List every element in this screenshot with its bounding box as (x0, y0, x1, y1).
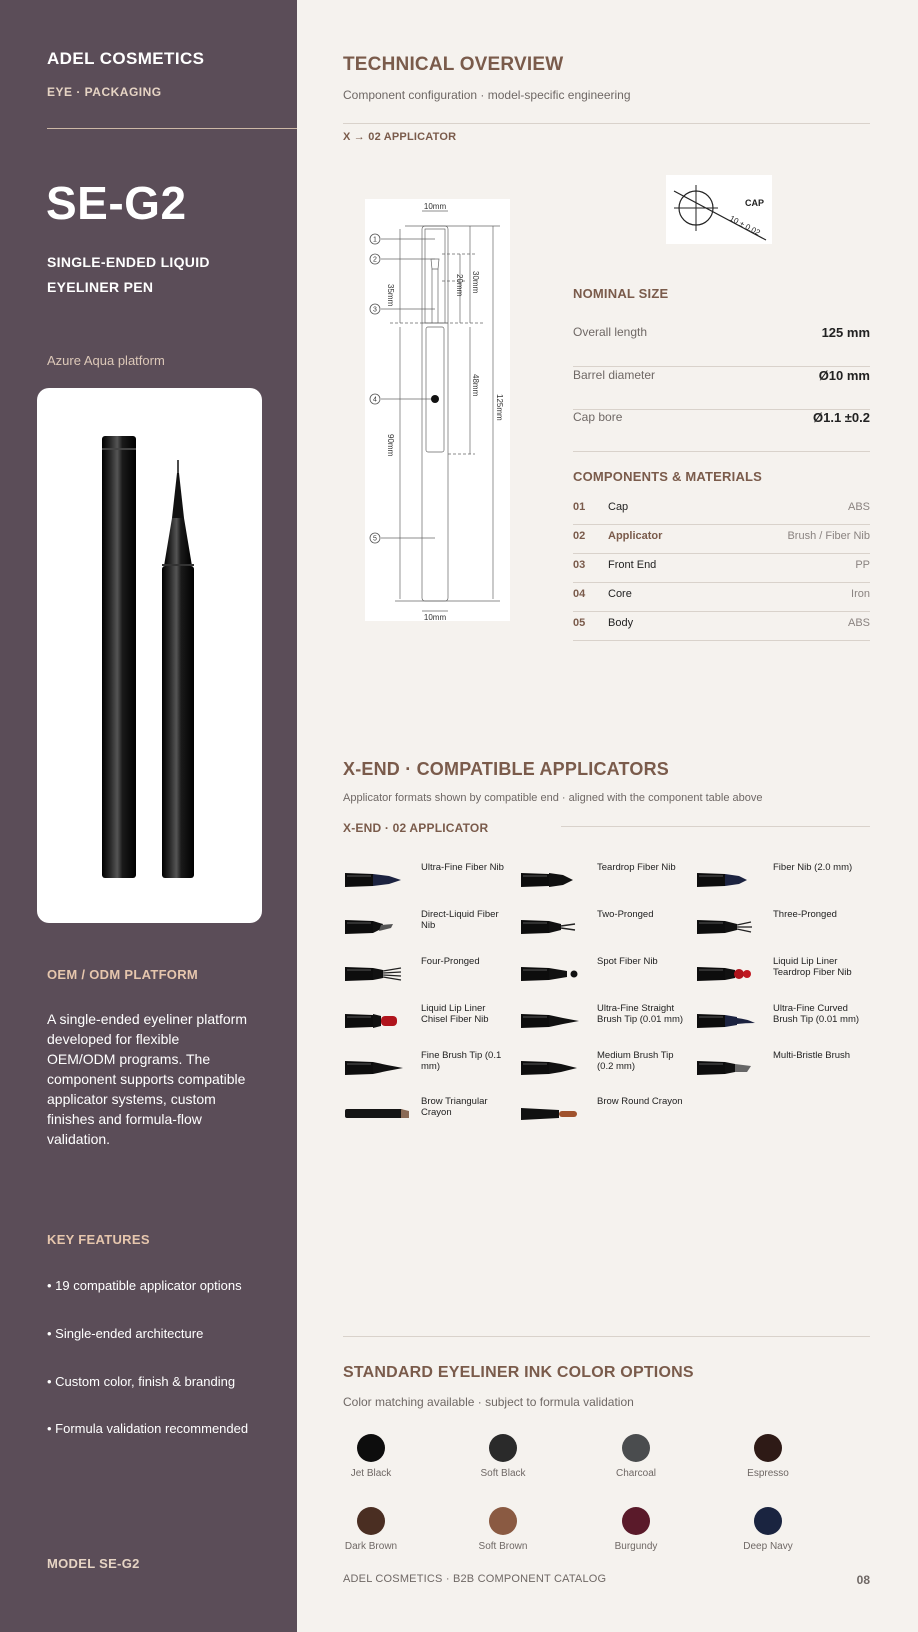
component-material: PP (855, 559, 870, 571)
applicator-thumbnail (343, 1094, 409, 1134)
nominal-heading: NOMINAL SIZE (573, 286, 669, 301)
color-dot (754, 1434, 782, 1462)
callout-number: 1 (373, 236, 377, 244)
divider (343, 1336, 870, 1337)
applicator-label: Four-Pronged (421, 956, 480, 967)
callout-number: 2 (373, 256, 377, 264)
features-heading: KEY FEATURES (47, 1232, 150, 1247)
callout-number: 3 (373, 306, 377, 314)
dim-label: 30mm (471, 271, 480, 294)
applicator-label: Ultra-Fine Curved Brush Tip (0.01 mm) (773, 1003, 860, 1025)
color-swatch (314, 1507, 426, 1567)
model-footer: MODEL SE-G2 (47, 1556, 140, 1571)
applicator-thumbnail (695, 907, 761, 947)
component-material: ABS (847, 501, 870, 513)
oem-heading: OEM / ODM PLATFORM (47, 967, 199, 982)
applicator-thumbnail (343, 1048, 409, 1088)
color-dot (357, 1434, 385, 1462)
color-name: Burgundy (614, 1541, 658, 1552)
technical-title: TECHNICAL OVERVIEW (343, 54, 564, 75)
color-swatch (446, 1507, 558, 1567)
dim-label: 125mm (495, 394, 504, 421)
applicator-item (519, 1048, 695, 1088)
applicator-label: Fiber Nib (2.0 mm) (773, 862, 853, 873)
component-row (573, 612, 870, 641)
applicator-item (519, 860, 695, 900)
dim-label: 48mm (471, 374, 480, 397)
applicator-label: Ultra-Fine Straight Brush Tip (0.01 mm) (597, 1003, 684, 1025)
product-photo (37, 388, 262, 923)
component-material: Brush / Fiber Nib (787, 530, 870, 542)
applicator-item (519, 1094, 695, 1134)
applicator-label: Brow Triangular Crayon (421, 1096, 488, 1118)
size-row (573, 410, 870, 452)
eyeliner-pen-image (37, 388, 262, 923)
applicator-item (695, 860, 871, 900)
callout-number: 4 (373, 396, 377, 404)
applicators-subtitle: Applicator formats shown by compatible end · aligned with the component table above (343, 792, 763, 804)
applicator-label: Liquid Lip Liner Chisel Fiber Nib (421, 1003, 489, 1025)
color-swatch (579, 1507, 691, 1567)
technical-subtitle: Component configuration · model-specific engineering (343, 88, 631, 102)
dim-label: 35mm (386, 284, 395, 307)
oem-description: A single-ended eyeliner platform developed for flexible OEM/ODM programs. The component supports compatible applicator systems, custom finishes and formula-flow validation. (47, 1011, 248, 1147)
color-dot (754, 1507, 782, 1535)
component-name: Body (608, 617, 634, 629)
applicator-label: Two-Pronged (597, 909, 654, 920)
applicator-label: Teardrop Fiber Nib (597, 862, 676, 873)
applicator-item (343, 954, 519, 994)
divider (561, 826, 870, 827)
component-material: ABS (847, 617, 870, 629)
applicator-item (695, 954, 871, 994)
size-value: Ø10 mm (818, 368, 870, 383)
component-name: Core (608, 588, 632, 600)
model-title: SE-G2 (46, 177, 187, 229)
component-material: Iron (851, 588, 870, 600)
dim-label: 10mm (423, 613, 447, 621)
feature-item: • 19 compatible applicator options (47, 1278, 242, 1293)
color-swatch (711, 1434, 823, 1494)
applicator-thumbnail (519, 1001, 585, 1041)
color-name: Jet Black (350, 1468, 392, 1479)
applicator-label: Direct-Liquid Fiber Nib (421, 909, 499, 931)
colors-subtitle: Color matching available · subject to formula validation (343, 1395, 634, 1409)
component-number: 04 (573, 588, 586, 600)
dim-label: 10mm (423, 202, 447, 211)
applicator-thumbnail (519, 907, 585, 947)
applicator-thumbnail (343, 907, 409, 947)
sidebar-divider (47, 128, 297, 129)
size-row (573, 325, 870, 367)
applicator-thumbnail (695, 860, 761, 900)
color-dot (489, 1507, 517, 1535)
color-dot (622, 1507, 650, 1535)
component-number: 03 (573, 559, 586, 571)
applicator-label: Brow Round Crayon (597, 1096, 683, 1107)
component-name: Cap (608, 501, 629, 513)
page-number: 08 (856, 1573, 870, 1587)
component-name: Applicator (608, 530, 663, 542)
applicator-label: Fine Brush Tip (0.1 mm) (421, 1050, 502, 1072)
color-dot (357, 1507, 385, 1535)
color-swatch (579, 1434, 691, 1494)
product-name-line1: SINGLE-ENDED LIQUID (47, 254, 210, 270)
applicator-item (695, 907, 871, 947)
cap-tolerance: 10 ± 0.02 (728, 213, 762, 238)
applicator-item (343, 860, 519, 900)
applicator-label: X → 02 APPLICATOR (343, 131, 457, 143)
applicator-thumbnail (343, 954, 409, 994)
applicator-thumbnail (695, 1001, 761, 1041)
color-name: Soft Brown (478, 1541, 528, 1552)
applicator-label: Spot Fiber Nib (597, 956, 658, 967)
applicator-thumbnail (519, 954, 585, 994)
applicator-label: Ultra-Fine Fiber Nib (421, 862, 504, 873)
applicator-label: Medium Brush Tip (0.2 mm) (597, 1050, 674, 1072)
component-number: 05 (573, 617, 586, 629)
color-swatch (314, 1434, 426, 1494)
product-name-line2: EYELINER PEN (47, 279, 154, 295)
feature-item: • Formula validation recommended (47, 1421, 249, 1436)
cap-detail (666, 175, 772, 244)
component-row (573, 554, 870, 583)
cap-detail-svg (666, 175, 772, 244)
applicator-thumbnail (695, 1048, 761, 1088)
applicator-thumbnail (519, 1048, 585, 1088)
applicator-item (343, 1001, 519, 1041)
product-name (47, 250, 267, 300)
size-key: Overall length (573, 325, 648, 339)
applicator-item (695, 1048, 871, 1088)
applicator-label: Three-Pronged (773, 909, 837, 920)
applicator-label: Liquid Lip Liner Teardrop Fiber Nib (773, 956, 852, 978)
feature-item: • Custom color, finish & branding (47, 1374, 236, 1389)
dim-label: 20mm (455, 274, 464, 297)
component-row (573, 496, 870, 525)
components-heading: COMPONENTS & MATERIALS (573, 469, 763, 484)
size-value: Ø1.1 ±0.2 (812, 410, 870, 425)
applicator-thumbnail (519, 1094, 585, 1134)
component-number: 01 (573, 501, 586, 513)
component-row (573, 583, 870, 612)
color-name: Dark Brown (344, 1541, 398, 1552)
applicator-item (519, 907, 695, 947)
brand-name: ADEL COSMETICS (47, 49, 205, 68)
color-name: Deep Navy (743, 1541, 793, 1552)
color-swatch (446, 1434, 558, 1494)
dim-label: 90mm (386, 434, 395, 457)
category-label: EYE · PACKAGING (47, 85, 162, 99)
applicator-thumbnail (519, 860, 585, 900)
applicators-title: X-END · COMPATIBLE APPLICATORS (343, 759, 670, 779)
applicator-item (343, 1094, 519, 1134)
technical-drawing-svg (365, 199, 510, 621)
callout-number: 5 (373, 535, 377, 543)
footer-catalog: ADEL COSMETICS · B2B COMPONENT CATALOG (343, 1573, 607, 1585)
technical-drawing (365, 199, 510, 621)
applicator-label: Multi-Bristle Brush (773, 1050, 851, 1061)
size-key: Barrel diameter (573, 368, 656, 382)
x-end-label: X-END · 02 APPLICATOR (343, 821, 489, 835)
cap-label: CAP (745, 198, 765, 208)
applicator-item (695, 1001, 871, 1041)
applicator-thumbnail (343, 860, 409, 900)
component-row (573, 525, 870, 554)
color-name: Espresso (747, 1468, 789, 1479)
size-value: 125 mm (821, 325, 870, 340)
applicator-thumbnail (343, 1001, 409, 1041)
component-name: Front End (608, 559, 657, 571)
color-dot (489, 1434, 517, 1462)
sidebar (0, 0, 297, 1632)
applicator-item (343, 907, 519, 947)
color-dot (622, 1434, 650, 1462)
applicator-item (343, 1048, 519, 1088)
component-number: 02 (573, 530, 586, 542)
color-name: Charcoal (615, 1468, 657, 1479)
platform-label: Azure Aqua platform (47, 353, 165, 368)
size-key: Cap bore (573, 410, 623, 424)
applicator-item (519, 1001, 695, 1041)
size-row (573, 368, 870, 410)
divider (343, 123, 870, 124)
colors-title: STANDARD EYELINER INK COLOR OPTIONS (343, 1364, 694, 1381)
applicator-thumbnail (695, 954, 761, 994)
color-swatch (711, 1507, 823, 1567)
color-name: Soft Black (480, 1468, 526, 1479)
applicator-item (519, 954, 695, 994)
feature-item: • Single-ended architecture (47, 1326, 204, 1341)
